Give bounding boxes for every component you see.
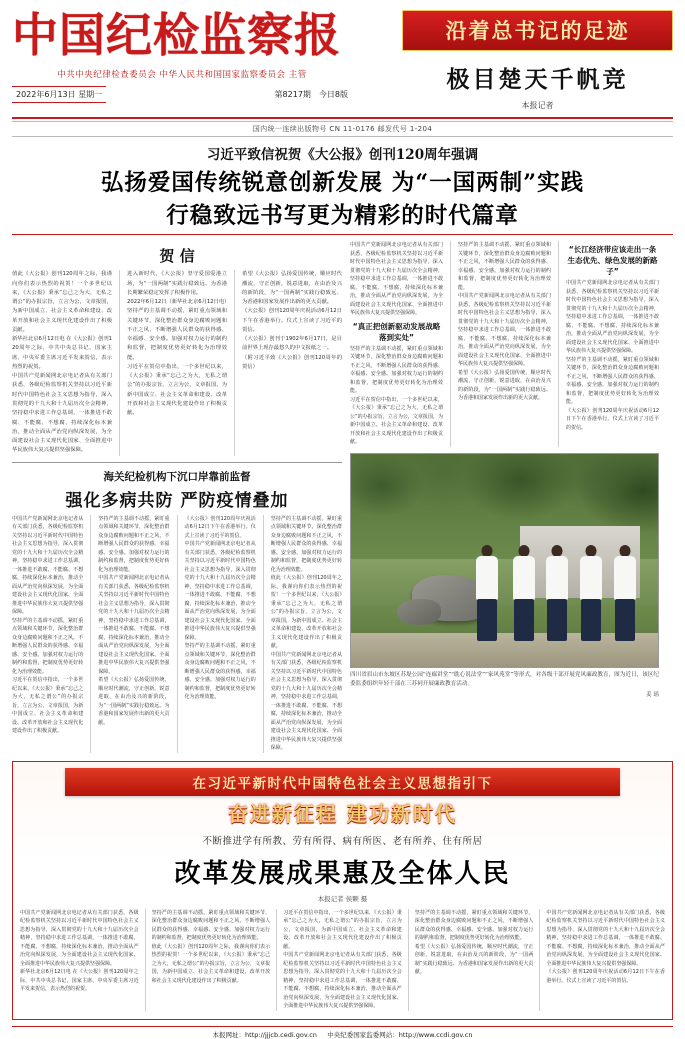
special-paragraph: 值此《大公报》创刊120周年之际，我谨向你们表示热烈的祝贺！一个多世纪以来，《大公报》秉承“忘己之为大，无私之谓公”的办报宗旨，立言为公，文章报国，为新中国成立、社会主义革命和建设、改革开放和社会主义现代化建设作出了积极贡献。 — [151, 943, 271, 984]
photo-block — [350, 453, 659, 698]
letter-paragraph: 新华社北京6月12日电 在《大公报》创刊120周年之际，中共中央总书记、国家主席、中央军委主席习近平发来贺信，表示热烈的祝贺。 — [12, 336, 112, 370]
footer-commission-url[interactable]: http://www.ccdi.gov.cn — [398, 1030, 473, 1039]
feature-paragraph: 坚持严的主基调不动摇，紧盯重点领域和关键环节，深化整治群众身边腐败问题和不正之风，不断增强人民群众的获得感、幸福感、安全感。加强对权力运行的制约和监督，把制度优势更好转化为治理效能。 — [566, 356, 659, 406]
footer-site-label: 本报网址： — [212, 1030, 246, 1039]
customs-paragraph: 坚持严的主基调不动摇，紧盯重点领域和关键环节，深化整治群众身边腐败问题和不正之风，不断增强人民群众的获得感、幸福感、安全感。加强对权力运行的制约和监督，把制度优势更好转化为治理效能。 — [270, 515, 342, 573]
special-paragraph: 中国共产党新闻网北京电记者从有关部门获悉，各级纪检监察机关坚持以习近平新时代中国特色社会主义思想为指导，深入贯彻党的十九大和十九届历次全会精神，坚持稳中求进工作总基调，一体推进不敢腐、不能腐、不想腐，持续深化标本兼治，推动全面从严治党向纵深发展，为全面建设社会主义现代化国家、全面推进中华民族伟大复兴提供坚强保障。 — [546, 909, 665, 967]
special-col-2 — [152, 909, 271, 1011]
customs-col-2 — [98, 515, 169, 753]
special-section — [12, 761, 673, 1020]
column-divider — [119, 270, 120, 455]
letter-paragraph: 2022年6月12日（新华社北京6月12日电） — [127, 299, 230, 306]
customs-paragraph: 《大公报》创刊120周年庆祝活动6月12日下午在香港举行。仪式上宣读了习近平的贺信。 — [184, 515, 256, 539]
masthead-meta — [12, 86, 352, 103]
special-paragraph: 中国共产党新闻网北京电记者从有关部门获悉，各级纪检监察机关坚持以习近平新时代中国特色社会主义思想为指导，深入贯彻党的十九大和十九届历次全会精神，坚持稳中求进工作总基调，一体推进不敢腐、不能腐、不想腐，持续深化标本兼治，推动全面从严治党向纵深发展，为全面建设社会主义现代化国家、全面推进中华民族伟大复兴提供坚强保障。 — [283, 952, 402, 1010]
feature-text-columns — [350, 241, 659, 447]
column-divider — [276, 909, 277, 1011]
special-standfirst: 不断推进学有所教、劳有所得、病有所医、老有所养、住有所居 — [202, 835, 483, 847]
feature-paragraph: 中国共产党新闻网北京电记者从有关部门获悉，各级纪检监察机关坚持以习近平新时代中国特色社会主义思想为指导，深入贯彻党的十九大和十九届历次全会精神，坚持稳中求进工作总基调，一体推进不敢腐、不能腐、不想腐，持续深化标本兼治，推动全面从严治党向纵深发展，为全面建设社会主义现代化国家、全面推进中华民族伟大复兴提供坚强保障。 — [458, 293, 551, 368]
section-divider — [12, 462, 342, 463]
letter-paragraph: 希望《大公报》弘扬爱国传统，顺应时代潮流，守正创新，锐意进取，在由治及兴的新阶段，为“一国两制”实践行稳致远、为香港和国家发展作出新的更大贡献。 — [242, 271, 342, 306]
column-divider — [90, 515, 91, 753]
column-divider — [539, 909, 540, 1011]
column-divider — [145, 909, 146, 1011]
person-torso — [546, 556, 568, 600]
feature-sub-headline: “长江经济带应该走出一条生态优先、绿色发展的新路子” — [567, 245, 658, 277]
special-col-5 — [546, 909, 665, 1011]
customs-headline: 强化多病共防 严防疫情叠加 — [65, 490, 289, 511]
photo-person — [612, 545, 638, 641]
letter-col-3 — [242, 270, 342, 455]
customs-col-3 — [185, 515, 256, 753]
feature-paragraph: 希望《大公报》弘扬爱国传统，顺应时代潮流，守正创新，锐意进取，在由治及兴的新阶段，为“一国两制”实践行稳致远、为香港和国家发展作出新的更大贡献。 — [458, 369, 551, 402]
special-text-columns — [20, 909, 665, 1011]
column-divider — [177, 515, 178, 753]
lead-kicker: 习近平致信祝贺《大公报》创刊120周年强调 — [206, 147, 479, 163]
letter-paragraph: 《大公报》创刊120周年庆祝活动6月12日下午在香港举行。仪式上宣读了习近平的贺信。 — [242, 308, 342, 333]
letter-paragraph: 坚持严的主基调不动摇，紧盯重点领域和关键环节，深化整治群众身边腐败问题和不正之风，不断增强人民群众的获得感、幸福感、安全感。加强对权力运行的制约和监督，把制度优势更好转化为治理效能。 — [127, 308, 227, 361]
special-headline: 改革发展成果惠及全体人民 — [174, 858, 511, 889]
column-divider — [408, 909, 409, 1011]
feature-paragraph: 坚持严的主基调不动摇，紧盯重点领域和关键环节，深化整治群众身边腐败问题和不正之风，不断增强人民群众的获得感、幸福感、安全感。加强对权力运行的制约和监督，把制度优势更好转化为治理效能。 — [458, 242, 551, 291]
lead-headline-line2: 行稳致远书写更为精彩的时代篇章 — [166, 202, 519, 229]
issue-number: 第8217期 — [274, 89, 311, 99]
feature-sub-headline: “真正把创新驱动发展战略落到实处” — [352, 321, 441, 342]
customs-paragraph: 中国共产党新闻网北京电记者从有关部门获悉，各级纪检监察机关坚持以习近平新时代中国特色社会主义思想为指导，深入贯彻党的十九大和十九届历次全会精神，坚持稳中求进工作总基调，一体推进不敢腐、不能腐、不想腐，持续深化标本兼治，推动全面从严治党向纵深发展，为全面建设社会主义现代化国家、全面推进中华民族伟大复兴提供坚强保障。 — [270, 651, 342, 752]
photo-caption: 四川省眉山市东坡区苏堤公园“连廊讲堂”“耽心说法堂”“家风苑堂”等形式，对各级干部开展党风廉政教育，图为近日，该区纪委监委组织年轻干部在三苏祠开展廉政教育活动。 — [350, 671, 659, 687]
letter-paragraph: 中国共产党新闻网北京电记者从有关部门获悉，各级纪检监察机关坚持以习近平新时代中国特色社会主义思想为指导，深入贯彻党的十九大和十九届历次全会精神，坚持稳中求进工作总基调，一体推进不敢腐、不能腐、不想腐，持续深化标本兼治，推动全面从严治党向纵深发展，为全面建设社会主义现代化国家、全面推进中华民族伟大复兴提供坚强保障。 — [12, 373, 112, 454]
special-paragraph: 《大公报》创刊120周年庆祝活动6月12日下午在香港举行。仪式上宣读了习近平的贺信。 — [546, 969, 665, 984]
customs-paragraph: 中国共产党新闻网北京电记者从有关部门获悉，各级纪检监察机关坚持以习近平新时代中国特色社会主义思想为指导，深入贯彻党的十九大和十九届历次全会精神，坚持稳中求进工作总基调，一体推进不敢腐、不能腐、不想腐，持续深化标本兼治，推动全面从严治党向纵深发展，为全面建设社会主义现代化国家、全面推进中华民族伟大复兴提供坚强保障。 — [12, 515, 84, 616]
person-torso — [513, 556, 535, 600]
person-torso — [614, 556, 636, 600]
person-legs — [514, 599, 534, 641]
letter-paragraph: 习近平在贺信中指出，一个多世纪以来，《大公报》秉承“忘己之为大，无私之谓公”的办报宗旨，立言为公，文章报国，为新中国成立、社会主义革命和建设、改革开放和社会主义现代化建设作出了积极贡献。 — [127, 363, 227, 417]
customs-paragraph: 中国共产党新闻网北京电记者从有关部门获悉，各级纪检监察机关坚持以习近平新时代中国特色社会主义思想为指导，深入贯彻党的十九大和十九届历次全会精神，坚持稳中求进工作总基调，一体推进不敢腐、不能腐、不想腐，持续深化标本兼治，推动全面从严治党向纵深发展，为全面建设社会主义现代化国家、全面推进中华民族伟大复兴提供坚强保障。 — [184, 541, 256, 641]
customs-paragraph: 中国共产党新闻网北京电记者从有关部门获悉，各级纪检监察机关坚持以习近平新时代中国特色社会主义思想为指导，深入贯彻党的十九大和十九届历次全会精神，坚持稳中求进工作总基调，一体推进不敢腐、不能腐、不想腐，持续深化标本兼治，推动全面从严治党向纵深发展，为全面建设社会主义现代化国家、全面推进中华民族伟大复兴提供坚强保障。 — [98, 575, 170, 675]
registration-notice: 国内统一连续出版物号 CN 11-0176 邮发代号 1-204 — [12, 121, 673, 137]
person-legs — [615, 599, 635, 641]
masthead-rule — [12, 117, 673, 119]
special-col-3 — [283, 909, 402, 1011]
special-paragraph: 中国共产党新闻网北京电记者从有关部门获悉，各级纪检监察机关坚持以习近平新时代中国特色社会主义思想为指导，深入贯彻党的十九大和十九届历次全会精神，坚持稳中求进工作总基调，一体推进不敢腐、不能腐、不想腐，持续深化标本兼治，推动全面从严治党向纵深发展，为全面建设社会主义现代化国家、全面推进中华民族伟大复兴提供坚强保障。 — [20, 909, 139, 967]
column-left — [12, 241, 342, 752]
footer-site-url[interactable]: http://jjjcb.cedi.gov.cn — [245, 1030, 317, 1039]
photo-person — [474, 545, 500, 641]
page-count: 今日8版 — [318, 89, 348, 99]
feature-paragraph: 中国共产党新闻网北京电记者从有关部门获悉，各级纪检监察机关坚持以习近平新时代中国特色社会主义思想为指导，深入贯彻党的十九大和十九届历次全会精神，坚持稳中求进工作总基调，一体推进不敢腐、不能腐、不想腐，持续深化标本兼治，推动全面从严治党向纵深发展，为全面建设社会主义现代化国家、全面推进中华民族伟大复兴提供坚强保障。 — [566, 280, 659, 355]
main-columns — [12, 241, 673, 752]
special-paragraph: 希望《大公报》弘扬爱国传统，顺应时代潮流，守正创新，锐意进取，在由治及兴的新阶段，为“一国两制”实践行稳致远、为香港和国家发展作出新的更大贡献。 — [414, 943, 534, 976]
letter-paragraph: （附习近平致《大公报》创刊120周年的贺信） — [242, 354, 342, 370]
letter-paragraph: 值此《大公报》创刊120周年之际，我谨向你们表示热烈的祝贺！一个多世纪以来，《大公报》秉承“忘己之为大，无私之谓公”的办报宗旨，立言为公，文章报国，为新中国成立、社会主义革命和建设、改革开放和社会主义现代化建设作出了积极贡献。 — [12, 271, 112, 333]
letter-col-1 — [12, 270, 112, 455]
customs-text-columns — [12, 515, 342, 753]
lead-rule — [12, 234, 673, 235]
customs-paragraph: 值此《大公报》创刊120周年之际，我谨向你们表示热烈的祝贺！一个多世纪以来，《大公报》秉承“忘己之为大，无私之谓公”的办报宗旨，立言为公，文章报国，为新中国成立、社会主义革命和建设、改革开放和社会主义现代化建设作出了积极贡献。 — [270, 575, 342, 650]
photo-credit: 姜 瑶 — [646, 691, 659, 698]
photo-person — [578, 545, 604, 641]
lead-headline-line1: 弘扬爱国传统锐意创新发展 为“一国两制”实践 — [100, 170, 585, 196]
special-ribbon: 在习近平新时代中国特色社会主义思想指引下 — [65, 768, 620, 796]
column-right — [350, 241, 659, 752]
masthead-left — [12, 10, 392, 103]
feature-paragraph: 《大公报》创刊120周年庆祝活动6月12日下午在香港举行。仪式上宣读了习近平的贺信。 — [566, 407, 659, 431]
person-torso — [476, 556, 498, 600]
masthead-right — [392, 10, 673, 111]
customs-col-1 — [12, 515, 83, 753]
customs-paragraph: 坚持严的主基调不动摇，紧盯重点领域和关键环节，深化整治群众身边腐败问题和不正之风，不断增强人民群众的获得感、幸福感、安全感。加强对权力运行的制约和监督，把制度优势更好转化为治理效能。 — [184, 643, 256, 701]
letter-col-2 — [127, 270, 230, 455]
feature-title: 极目楚天千帆竞 — [446, 66, 629, 93]
special-paragraph: 坚持严的主基调不动摇，紧盯重点领域和关键环节，深化整治群众身边腐败问题和不正之风，不断增强人民群众的获得感、幸福感、安全感。加强对权力运行的制约和监督，把制度优势更好转化为治理效能。 — [151, 909, 271, 942]
special-subtitle: 奋进新征程 建功新时代 — [228, 801, 457, 826]
special-col-4 — [415, 909, 534, 1011]
customs-paragraph: 习近平在贺信中指出，一个多世纪以来，《大公报》秉承“忘己之为大，无私之谓公”的办报宗旨，立言为公，文章报国，为新中国成立、社会主义革命和建设、改革开放和社会主义现代化建设作出了积极贡献。 — [12, 677, 84, 735]
feature-col-1 — [350, 241, 443, 447]
feature-paragraph: 习近平在贺信中指出，一个多世纪以来，《大公报》秉承“忘己之为大，无私之谓公”的办报宗旨，立言为公，文章报国，为新中国成立、社会主义革命和建设、改革开放和社会主义现代化建设作出了积极贡献。 — [350, 396, 443, 446]
column-divider — [558, 241, 559, 447]
masthead — [12, 10, 673, 111]
feature-paragraph: 中国共产党新闻网北京电记者从有关部门获悉，各级纪检监察机关坚持以习近平新时代中国特色社会主义思想为指导，深入贯彻党的十九大和十九届历次全会精神，坚持稳中求进工作总基调，一体推进不敢腐、不能腐、不想腐，持续深化标本兼治，推动全面从严治党向纵深发展，为全面建设社会主义现代化国家、全面推进中华民族伟大复兴提供坚强保障。 — [350, 242, 443, 317]
column-divider — [450, 241, 451, 447]
feature-col-3 — [566, 241, 659, 447]
person-torso — [580, 556, 602, 600]
publication-date: 2022年6月13日 星期一 — [12, 86, 106, 103]
feature-col-2 — [458, 241, 551, 447]
masthead-subtitle: 中共中央纪律检查委员会 中华人民共和国国家监察委员会 主管 — [57, 69, 307, 80]
column-divider — [263, 515, 264, 753]
special-col-1 — [20, 909, 139, 1011]
special-paragraph: 习近平在贺信中指出，一个多世纪以来，《大公报》秉承“忘己之为大，无私之谓公”的办报宗旨，立言为公，文章报国，为新中国成立、社会主义革命和建设、改革开放和社会主义现代化建设作出了积极贡献。 — [283, 909, 402, 950]
customs-kicker: 海关纪检机构下沉口岸靠前监督 — [103, 470, 251, 483]
photo-person — [511, 545, 537, 641]
feature-paragraph: 坚持严的主基调不动摇，紧盯重点领域和关键环节，深化整治群众身边腐败问题和不正之风，不断增强人民群众的获得感、幸福感、安全感。加强对权力运行的制约和监督，把制度优势更好转化为治理效能。 — [350, 345, 443, 395]
customs-paragraph: 希望《大公报》弘扬爱国传统，顺应时代潮流，守正创新，锐意进取，在由治及兴的新阶段，为“一国两制”实践行稳致远、为香港和国家发展作出新的更大贡献。 — [98, 677, 170, 726]
footer-commission-label: 中央纪委国家监委网站： — [327, 1030, 399, 1039]
letter-paragraph: 进入新时代，《大公报》坚守爱国爱港立场，为“一国两制”实践行稳致远、为香港长期繁荣稳定发挥了积极作用。 — [127, 271, 227, 296]
customs-paragraph: 坚持严的主基调不动摇，紧盯重点领域和关键环节，深化整治群众身边腐败问题和不正之风，不断增强人民群众的获得感、幸福感、安全感。加强对权力运行的制约和监督，把制度优势更好转化为治理效能。 — [98, 515, 170, 573]
photo-person — [544, 545, 570, 641]
customs-paragraph: 坚持严的主基调不动摇，紧盯重点领域和关键环节，深化整治群众身边腐败问题和不正之风，不断增强人民群众的获得感、幸福感、安全感。加强对权力运行的制约和监督，把制度优势更好转化为治理效能。 — [12, 617, 84, 675]
feature-ribbon: 沿着总书记的足迹 — [402, 10, 673, 51]
special-paragraph: 坚持严的主基调不动摇，紧盯重点领域和关键环节，深化整治群众身边腐败问题和不正之风，不断增强人民群众的获得感、幸福感、安全感。加强对权力运行的制约和监督，把制度优势更好转化为治理效能。 — [414, 909, 534, 942]
page-footer — [12, 1026, 673, 1039]
special-byline: 本报记者 侯颗 摄 — [317, 894, 368, 903]
person-legs — [581, 599, 601, 641]
letter-text-columns — [12, 270, 342, 455]
person-legs — [547, 599, 567, 641]
column-divider — [234, 270, 235, 455]
special-paragraph: 新华社北京6月12日电 在《大公报》创刊120周年之际，中共中央总书记、国家主席、中央军委主席习近平发来贺信，表示热烈的祝贺。 — [20, 969, 139, 993]
letter-paragraph: 《大公报》创刊于1902年6月17日，是目前世界上现存最悠久的中文报纸之一。 — [242, 336, 342, 352]
news-photo — [350, 453, 659, 668]
letter-section-title: 贺 信 — [159, 247, 195, 266]
photo-rock-small — [397, 599, 441, 625]
customs-col-4 — [271, 515, 342, 753]
newspaper-title: 中国纪检监察报 — [12, 8, 341, 62]
person-legs — [477, 599, 497, 641]
feature-byline: 本报记者 — [521, 101, 554, 110]
